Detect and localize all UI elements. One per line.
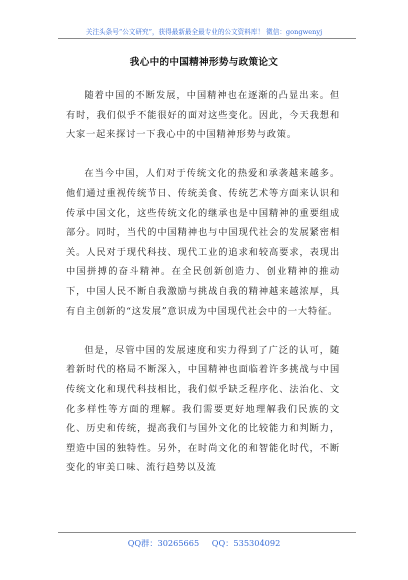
document-title: 我心中的中国精神形势与政策论文 <box>129 57 279 68</box>
footer-qq-group: QQ群：30265665 <box>127 538 200 548</box>
footer-divider <box>58 532 356 533</box>
document-body <box>66 86 340 497</box>
header-banner: 关注头条号“公文研究”，获得最新最全最专业的公文资料库！ 微信：gongwenyj <box>85 28 323 36</box>
body-paragraph: 随着中国的不断发展，中国精神也在逐渐的凸显出来。但有时，我们似乎不能很好的面对这些变化。因此，今天我想和大家一起来探讨一下我心中的中国精神形势与政策。 <box>66 90 340 141</box>
footer <box>0 538 408 549</box>
body-paragraph: 但是，尽管中国的发展速度和实力得到了广泛的认可，随着新时代的格局不断深入，中国精神也面临着许多挑战与中国传统文化和现代科技相比，我们似乎缺乏程序化、法治化、文化多样性等方面的理解。我们需要更好地理解我们民族的文化、历史和传统，提高我们与国外文化的比较能力和判断力，塑造中国的独特性。另外，在时尚文化的和智能化时代，不断变化的审美口味、流行趋势以及流 <box>66 344 340 474</box>
body-paragraph: 在当今中国，人们对于传统文化的热爱和承袭越来越多。他们通过重视传统节日、传统美食、传统艺术等方面来认识和传承中国文化，这些传统文化的继承也是中国精神的重要组成部分。同时，当代的中国精神也与中国现代社会的发展紧密相关。人民对于现代科技、现代工业的追求和较高要求，表现出中国拼搏的奋斗精神。在全民创新创造力、创业精神的推动下，中国人民不断自我激励与挑战自我的精神越来越浓厚，具有自主创新的“这发展”意识成为中国现代社会中的一大特征。 <box>66 168 340 317</box>
header-divider <box>58 38 356 39</box>
footer-qq: QQ：535304092 <box>211 538 281 548</box>
